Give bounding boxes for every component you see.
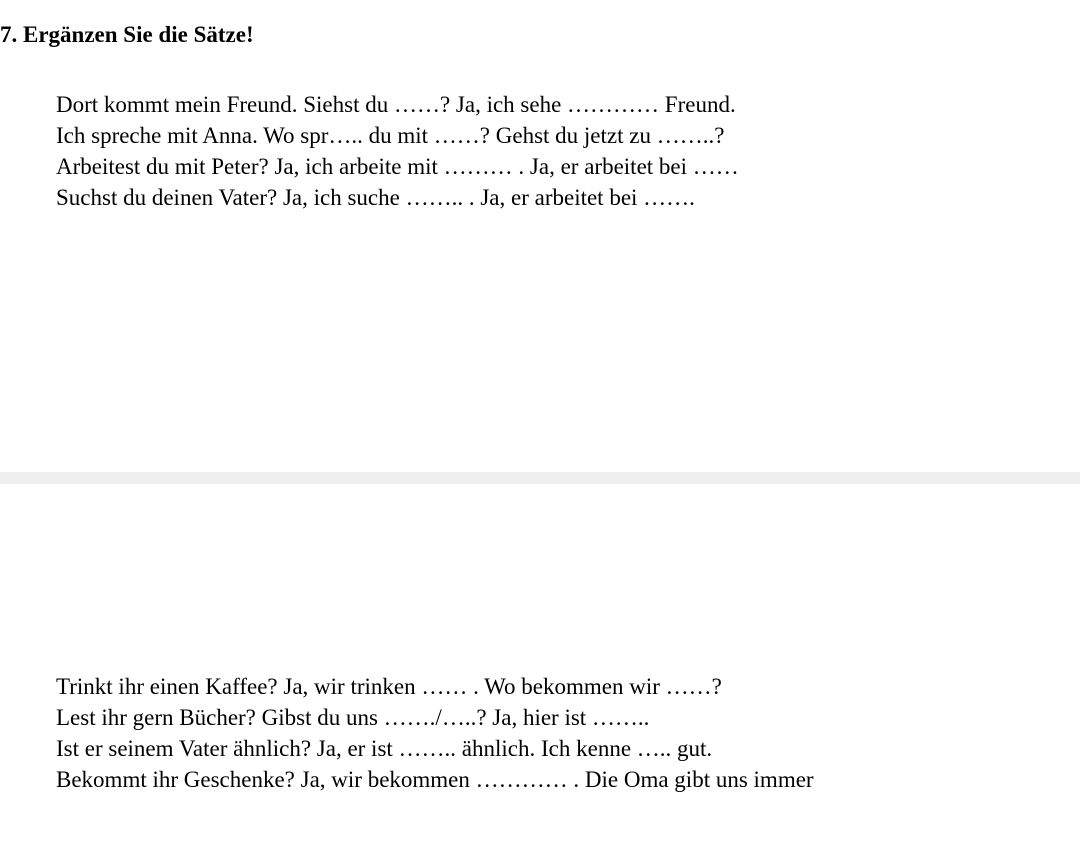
exercise-lines-page-1 — [56, 89, 739, 213]
exercise-line: Lest ihr gern Bücher? Gibst du uns ……./…..? Ja, hier ist …….. — [56, 705, 650, 730]
document-page-2 — [0, 484, 1080, 849]
exercise-line: Ich spreche mit Anna. Wo spr….. du mit ……? Gehst du jetzt zu ……..? — [56, 123, 725, 148]
exercise-line: Dort kommt mein Freund. Siehst du ……? Ja, ich sehe ………… Freund. — [56, 92, 736, 117]
exercise-line: Bekommt ihr Geschenke? Ja, wir bekommen ………… . Die Oma gibt uns immer — [56, 767, 814, 792]
page-separator — [0, 472, 1080, 484]
exercise-heading: 7. Ergänzen Sie die Sätze! — [0, 22, 254, 47]
exercise-line: Trinkt ihr einen Kaffee? Ja, wir trinken …… . Wo bekommen wir ……? — [56, 674, 722, 699]
exercise-line: Arbeitest du mit Peter? Ja, ich arbeite mit ……… . Ja, er arbeitet bei …… — [56, 154, 739, 179]
exercise-line: Ist er seinem Vater ähnlich? Ja, er ist …….. ähnlich. Ich kenne ….. gut. — [56, 736, 713, 761]
exercise-line: Suchst du deinen Vater? Ja, ich suche …….. . Ja, er arbeitet bei ……. — [56, 185, 695, 210]
exercise-lines-page-2 — [56, 671, 814, 795]
